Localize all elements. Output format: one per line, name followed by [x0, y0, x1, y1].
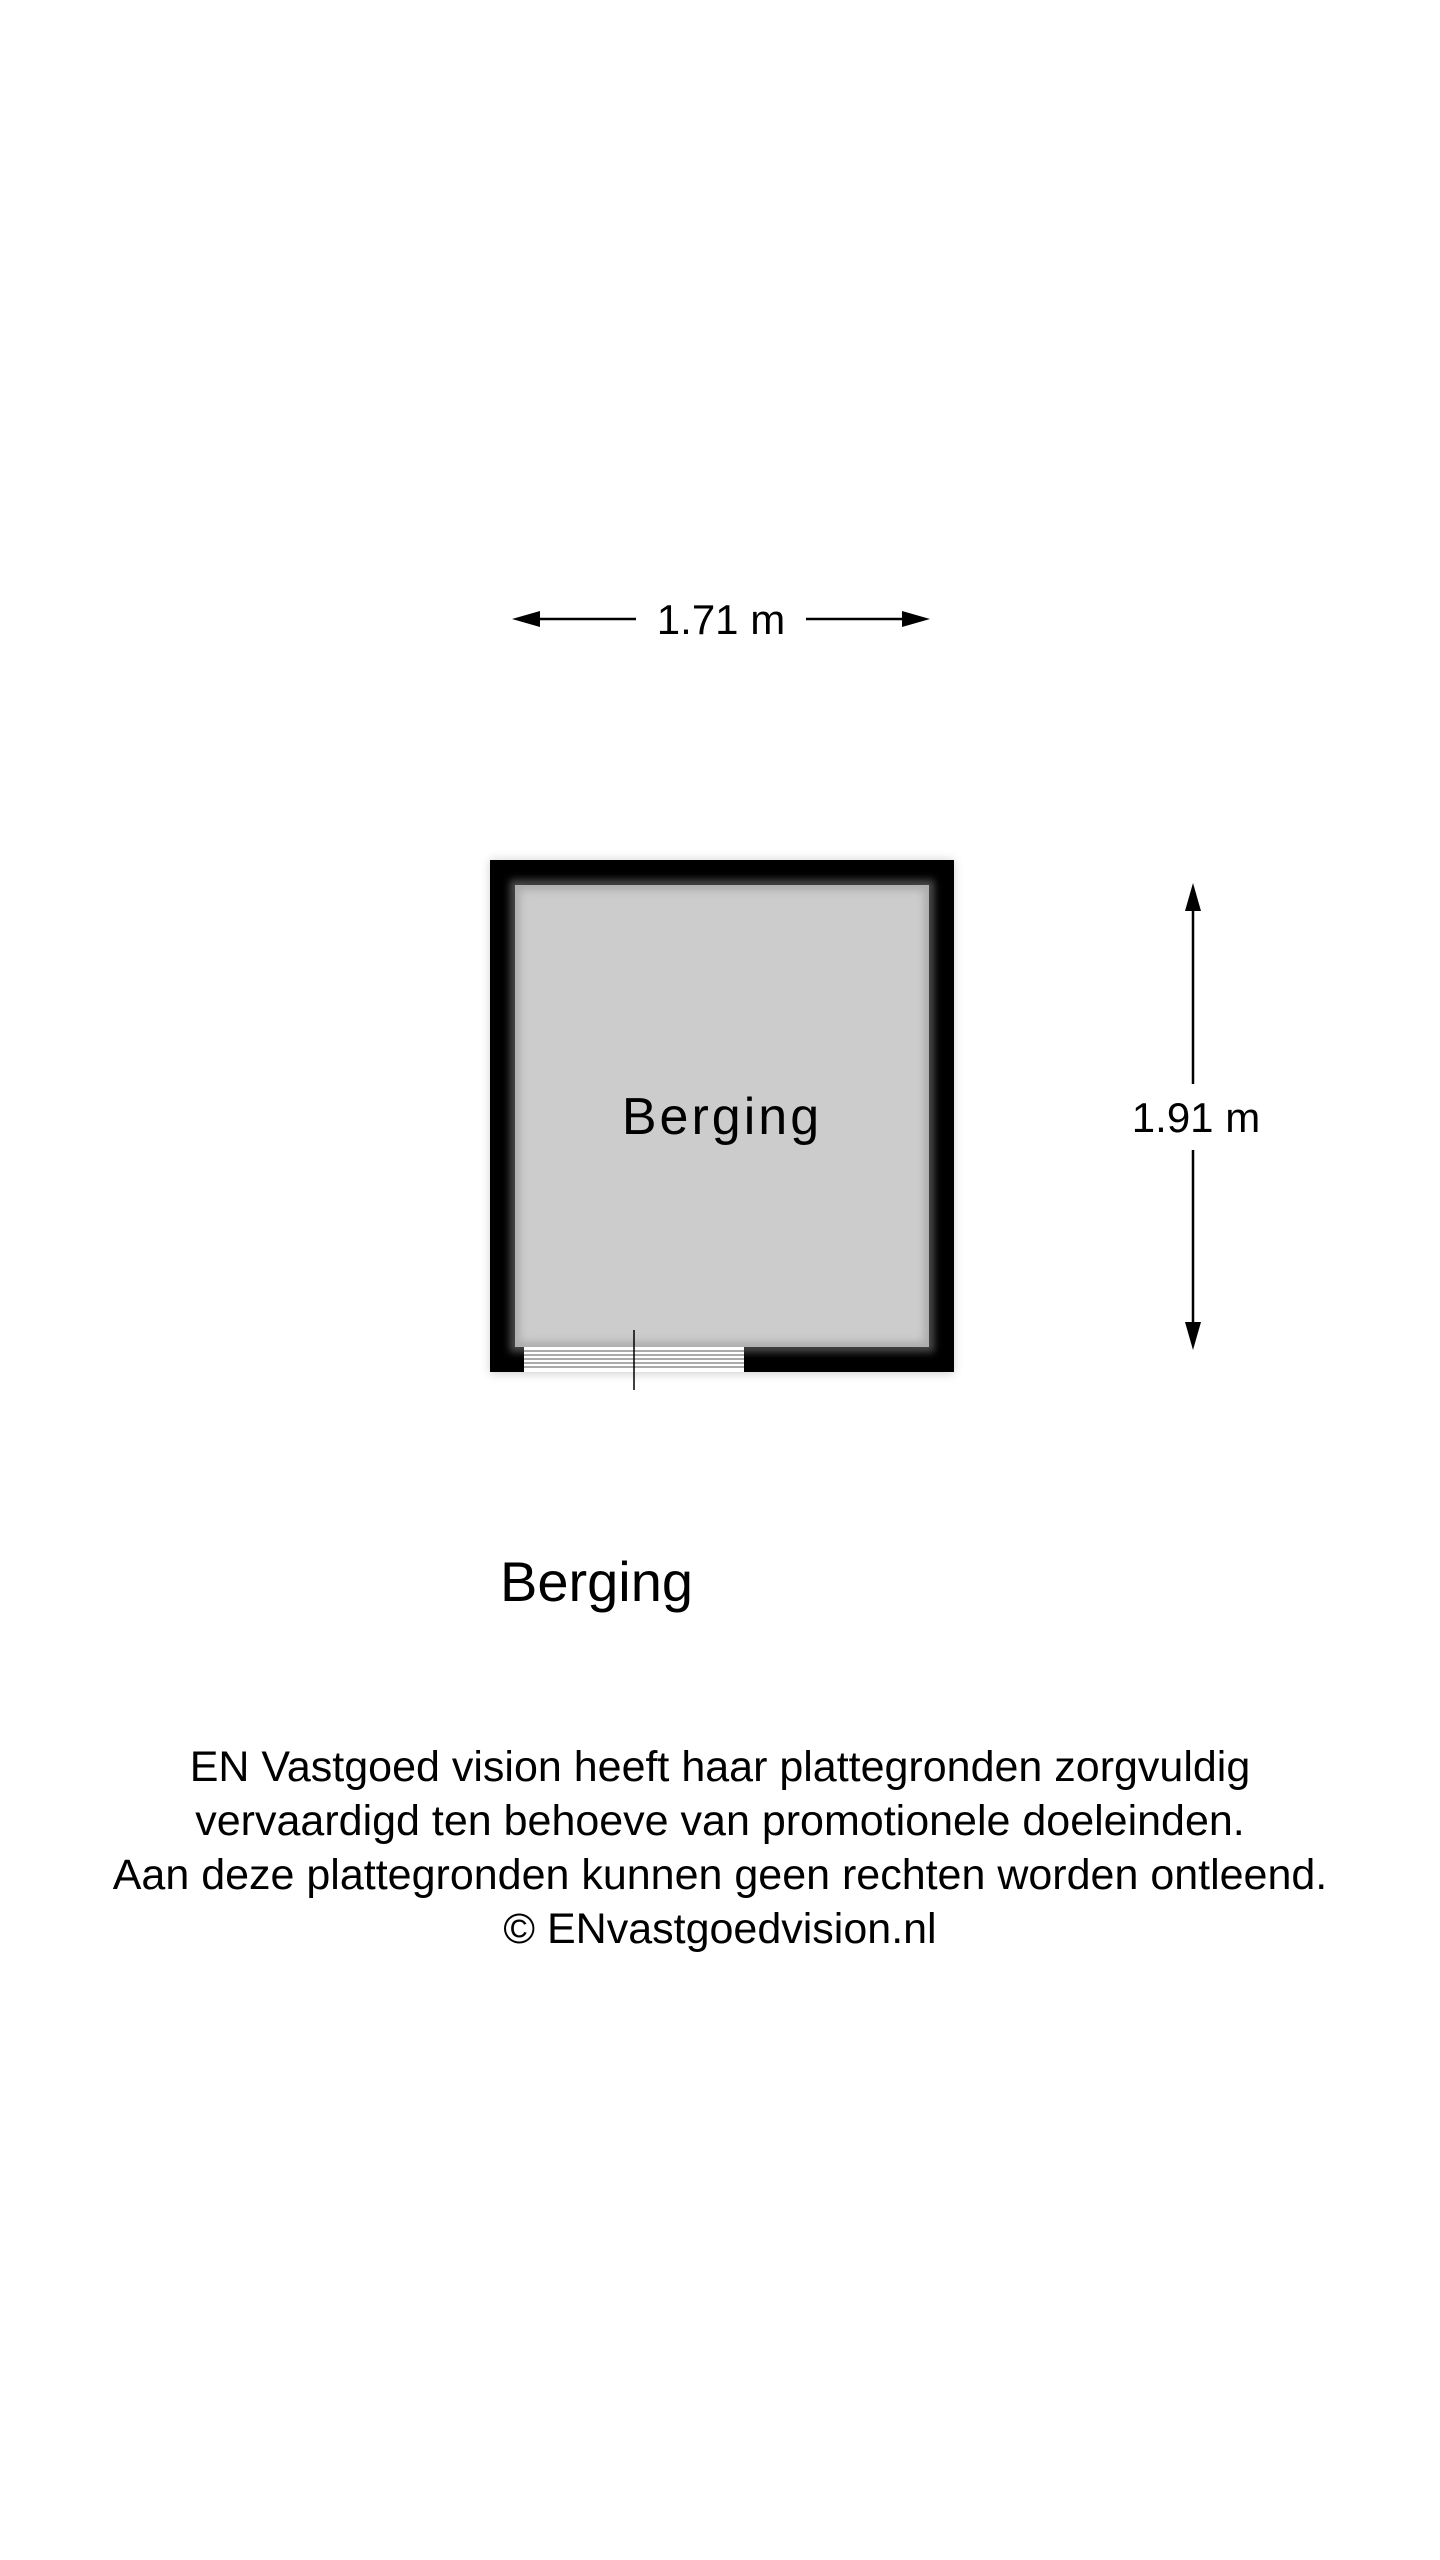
- dimension-arrow-icon: [1185, 1322, 1201, 1350]
- plan-title: Berging: [500, 1550, 694, 1613]
- disclaimer: [0, 1740, 1440, 1956]
- dimension-arrow-icon: [512, 611, 540, 627]
- dimension-arrow-icon: [1185, 883, 1201, 911]
- height-dimension: [1132, 883, 1260, 1350]
- disclaimer-line: EN Vastgoed vision heeft haar plattegronden zorgvuldig: [189, 1743, 1251, 1791]
- height-label: 1.91 m: [1131, 1094, 1261, 1141]
- copyright-line: © ENvastgoedvision.nl: [503, 1905, 937, 1953]
- room-label: Berging: [621, 1088, 823, 1146]
- disclaimer-line: Aan deze plattegronden kunnen geen rechten worden ontleend.: [112, 1851, 1328, 1899]
- dimension-arrow-icon: [902, 611, 930, 627]
- room-berging: [490, 860, 954, 1390]
- width-label: 1.71 m: [656, 596, 786, 643]
- disclaimer-line: vervaardigd ten behoeve van promotionele doeleinden.: [195, 1797, 1245, 1845]
- width-dimension: [512, 596, 930, 643]
